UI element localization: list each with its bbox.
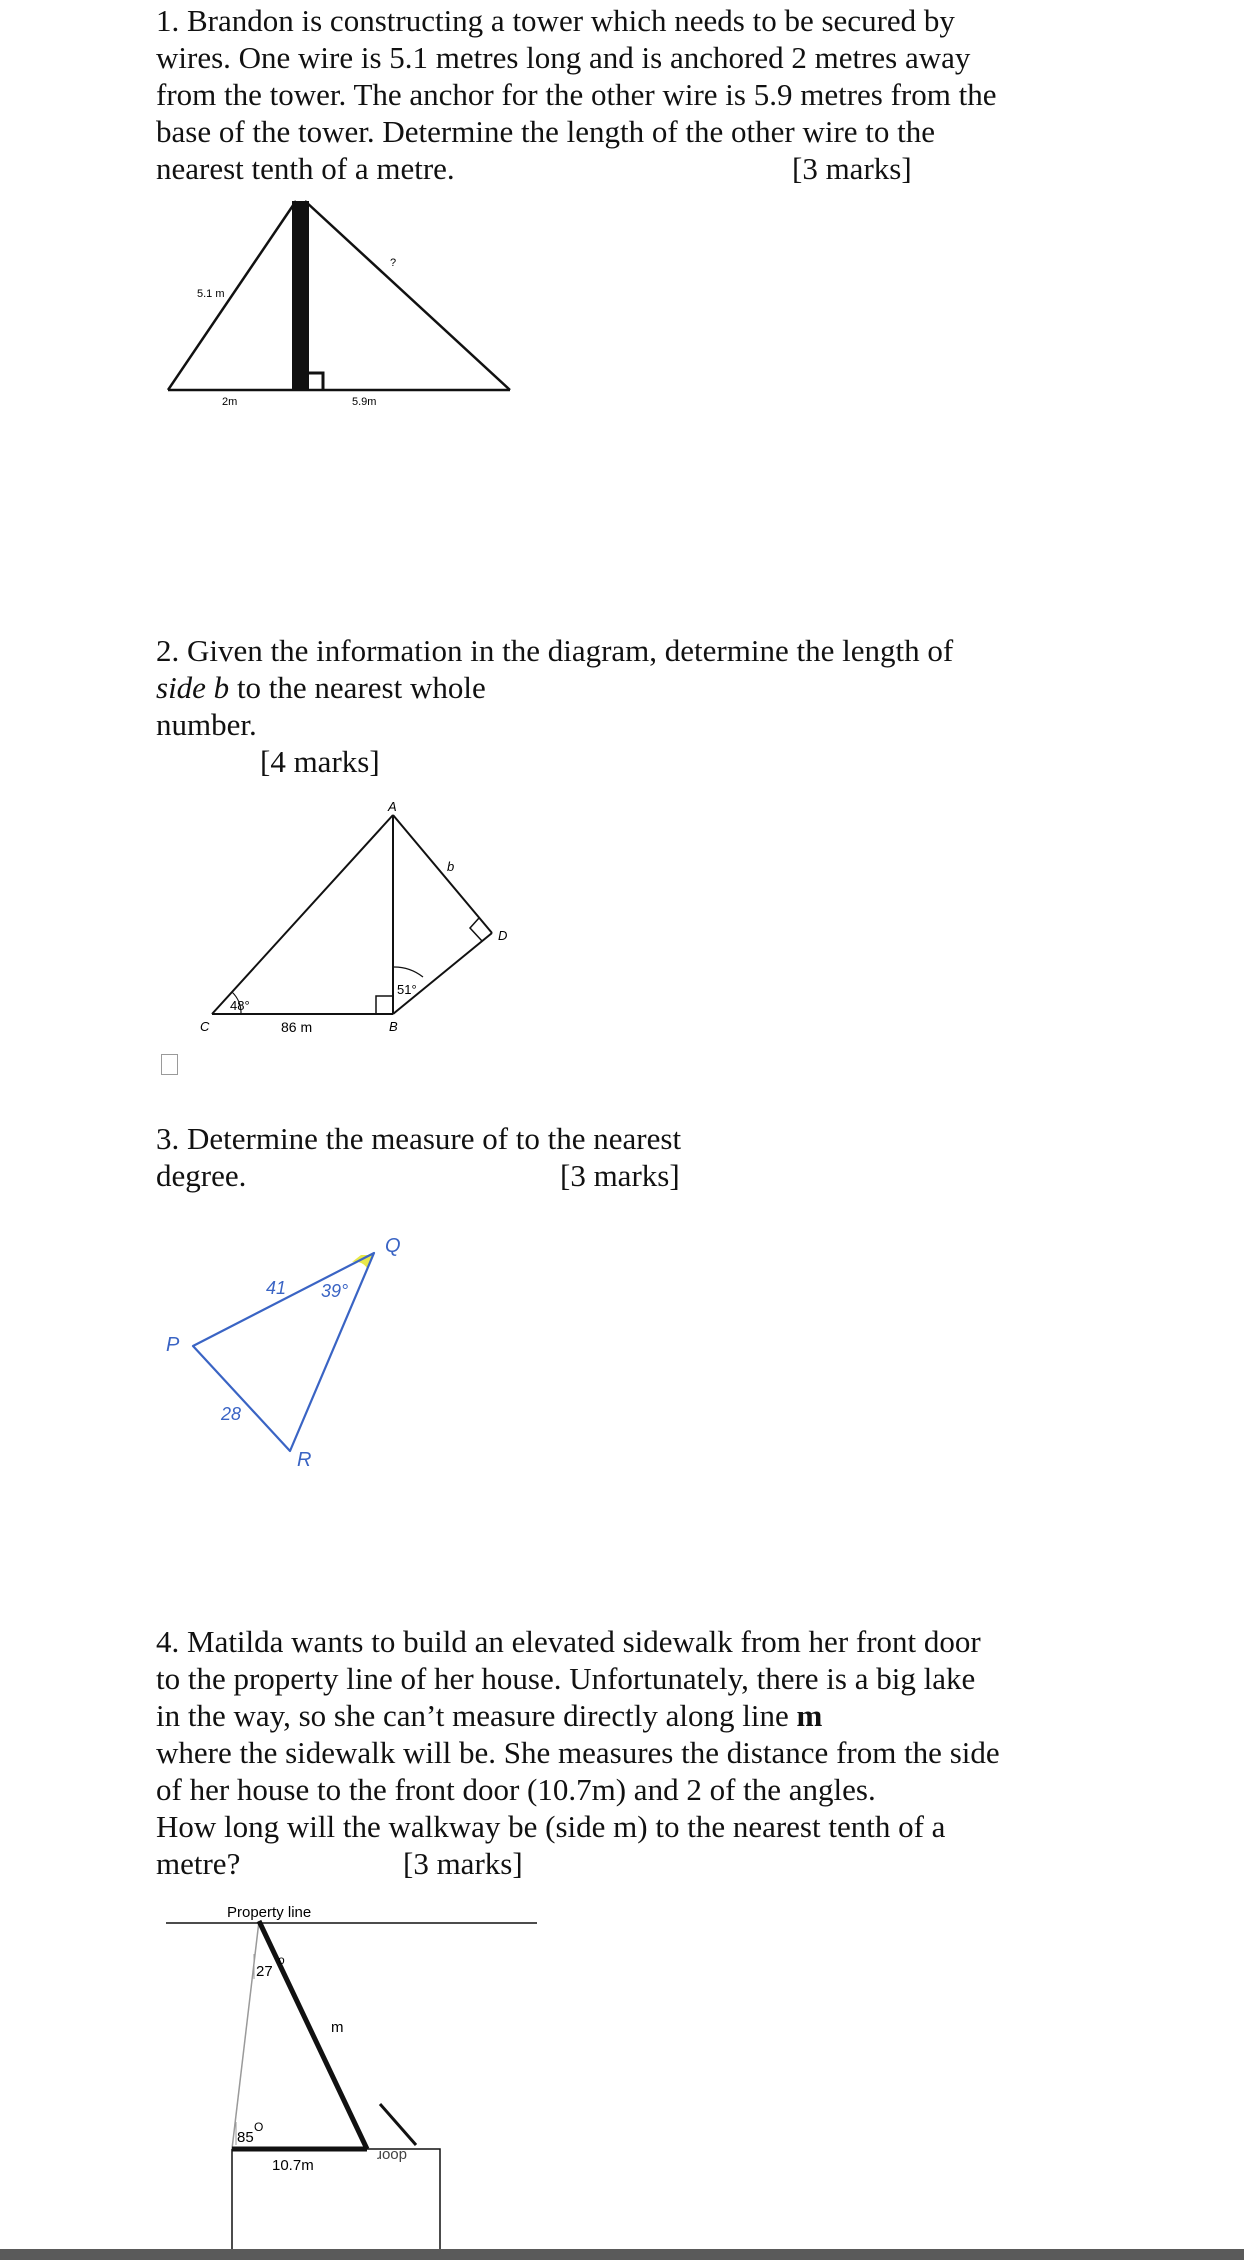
q4-m-label: m: [331, 2019, 344, 2036]
q2-rest: to the nearest whole: [229, 670, 486, 705]
q4-base-label: 10.7m: [272, 2157, 314, 2174]
q4-top-angle-deg: o: [278, 1953, 285, 1967]
question-1-text: 1. Brandon is constructing a tower which needs to be secured by wires. One wire is 5.1 metres long and is anchored 2 metres away from the tower. The anchor for the other wire is 5.9 metres from the base of the tower. Determine the length of the other wire to the nearest tenth of a metre.: [156, 3, 997, 186]
q3-label-P: P: [166, 1334, 180, 1356]
q3-side-PQ-label: 41: [266, 1278, 287, 1298]
q4-text-a: 4. Matilda wants to build an elevated sidewalk from her front door to the property line of her house. Unfortunately, there is a big lake in the way, so she can’t measure directly along line: [156, 1624, 981, 1733]
q2-angle-C-label: 48°: [230, 998, 250, 1013]
q2-label-D: D: [498, 928, 508, 943]
q3-side-PR-label: 28: [221, 1404, 242, 1424]
q2-line3: number.: [156, 707, 257, 742]
q4-m: m: [796, 1698, 823, 1733]
q4-line-m: [259, 1921, 367, 2149]
q1-left-wire-label: 5.1 m: [197, 288, 225, 300]
question-2-marks: [4 marks]: [260, 744, 380, 779]
q2-label-A: A: [388, 799, 397, 814]
q1-right-base-label: 5.9m: [352, 396, 377, 408]
q1-right-wire-label: ?: [390, 257, 397, 269]
q4-door-line: [380, 2104, 416, 2145]
q4-text-b: where the sidewalk will be. She measures the distance from the side of her house to the front door (10.7m) and 2 of the angles. How long will the walkway be (side m) to the nearest tenth of a metre?: [156, 1735, 1000, 1881]
q2-angle-B-label: 51°: [397, 982, 417, 997]
question-3-marks: [3 marks]: [560, 1158, 680, 1193]
q2-number: 2. Given the information in the diagram, determine the length of: [156, 633, 954, 668]
q4-bottom-angle-deg: O: [254, 2120, 264, 2134]
q4-door-label: door: [376, 2147, 407, 2164]
q2-label-b: b: [447, 859, 455, 874]
q2-side-label: side b: [156, 670, 230, 705]
q2-label-B: B: [389, 1019, 398, 1034]
q4-bottom-angle-label: 85: [237, 2129, 254, 2146]
q4-house-right: [367, 2149, 440, 2260]
q3-angle-Q-label: 39°: [321, 1281, 349, 1301]
q1-left-base-label: 2m: [222, 396, 238, 408]
q2-label-C: C: [200, 1019, 210, 1034]
q3-label-Q: Q: [385, 1235, 401, 1257]
q4-top-angle-label: 27: [256, 1963, 273, 1980]
q4-property-line-label: Property line: [227, 1904, 312, 1921]
question-4-marks: [3 marks]: [403, 1846, 523, 1881]
question-1-marks: [3 marks]: [792, 151, 912, 186]
question-3-line2: degree.: [156, 1158, 247, 1193]
q3-label-R: R: [297, 1449, 312, 1471]
bottom-scroll-bar[interactable]: [0, 2249, 1244, 2260]
q4-faint-line: [232, 1921, 259, 2149]
q2-base-label: 86 m: [281, 1019, 313, 1035]
question-3-line1: 3. Determine the measure of to the nearest: [156, 1121, 682, 1156]
